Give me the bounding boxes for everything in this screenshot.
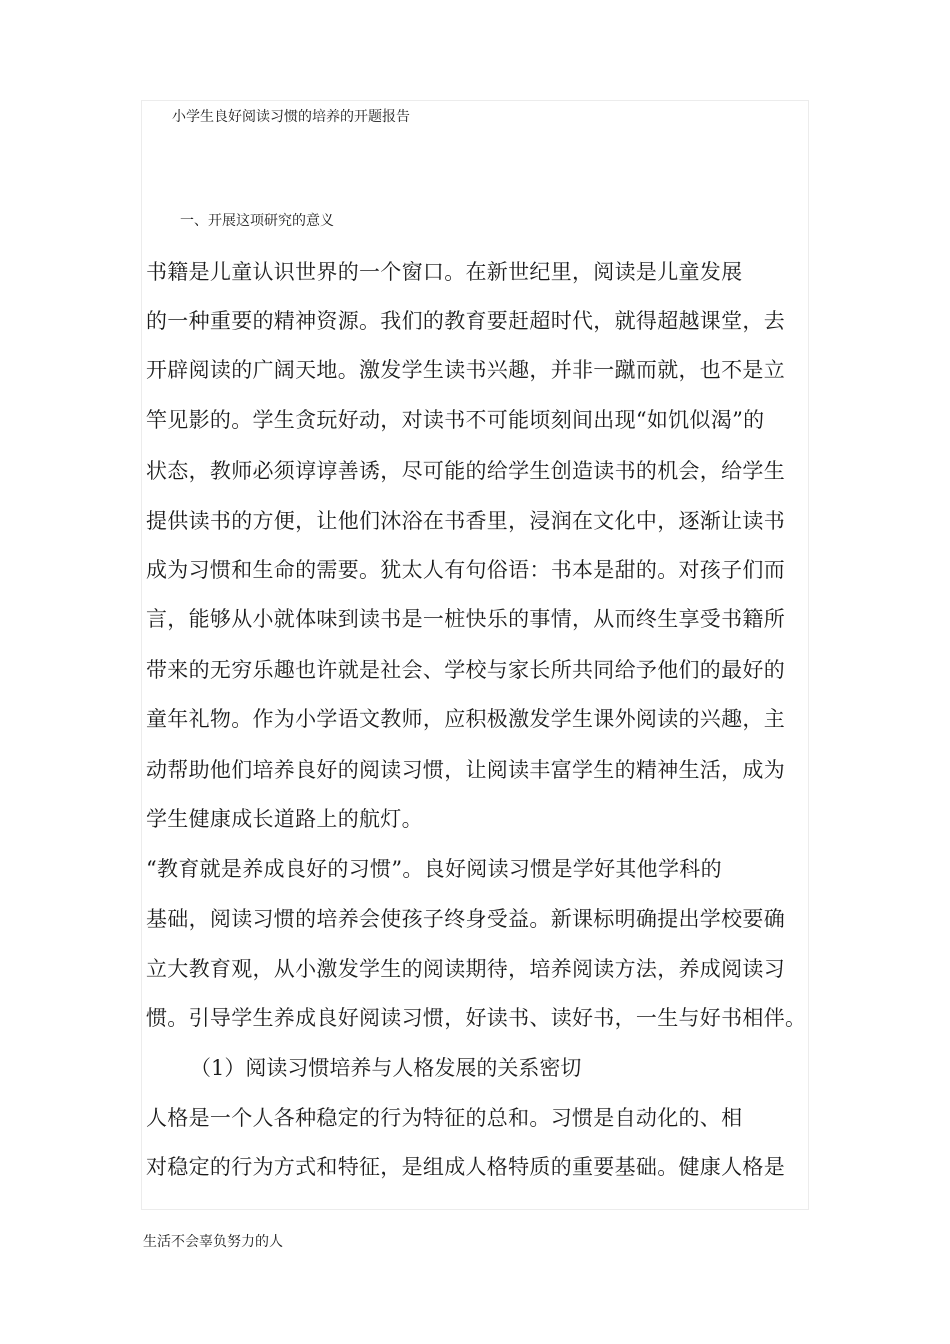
paragraph-line: “教育就是养成良好的习惯”。良好阅读习惯是学好其他学科的 xyxy=(146,857,722,881)
paragraph-line: 人格是一个人各种稳定的行为特征的总和。习惯是自动化的、相 xyxy=(146,1106,743,1130)
paragraph-line: 状态，教师必须谆谆善诱，尽可能的给学生创造读书的机会，给学生 xyxy=(146,459,785,483)
paragraph-line: 竿见影的。学生贪玩好动，对读书不可能顷刻间出现“如饥似渴”的 xyxy=(146,408,765,432)
paragraph-line: 立大教育观，从小激发学生的阅读期待，培养阅读方法，养成阅读习 xyxy=(146,957,785,981)
paragraph-line: 言，能够从小就体味到读书是一桩快乐的事情，从而终生享受书籍所 xyxy=(146,607,785,631)
paragraph-line: 提供读书的方便，让他们沐浴在书香里，浸润在文化中，逐渐让读书 xyxy=(146,509,785,533)
paragraph-line: 对稳定的行为方式和特征，是组成人格特质的重要基础。健康人格是 xyxy=(146,1155,785,1179)
subheading: （1）阅读习惯培养与人格发展的关系密切 xyxy=(190,1056,582,1080)
paragraph-line: 动帮助他们培养良好的阅读习惯，让阅读丰富学生的精神生活，成为 xyxy=(146,758,785,782)
paragraph-line: 学生健康成长道路上的航灯。 xyxy=(146,807,423,831)
paragraph-line: 基础，阅读习惯的培养会使孩子终身受益。新课标明确提出学校要确 xyxy=(146,907,785,931)
paragraph-line: 的一种重要的精神资源。我们的教育要赶超时代，就得超越课堂，去 xyxy=(146,309,785,333)
paragraph-line: 书籍是儿童认识世界的一个窗口。在新世纪里，阅读是儿童发展 xyxy=(146,260,743,284)
paragraph-line: 惯。引导学生养成良好阅读习惯，好读书、读好书，一生与好书相伴。 xyxy=(146,1006,807,1030)
paragraph-line: 开辟阅读的广阔天地。激发学生读书兴趣，并非一蹴而就，也不是立 xyxy=(146,358,785,382)
paragraph-line: 成为习惯和生命的需要。犹太人有句俗语：书本是甜的。对孩子们而 xyxy=(146,558,785,582)
paragraph-line: 带来的无穷乐趣也许就是社会、学校与家长所共同给予他们的最好的 xyxy=(146,658,785,682)
document-title: 小学生良好阅读习惯的培养的开题报告 xyxy=(172,109,410,125)
paragraph-line: 童年礼物。作为小学语文教师，应积极激发学生课外阅读的兴趣，主 xyxy=(146,707,785,731)
section-heading: 一、开展这项研究的意义 xyxy=(180,213,334,229)
page-footer: 生活不会辜负努力的人 xyxy=(143,1234,283,1250)
